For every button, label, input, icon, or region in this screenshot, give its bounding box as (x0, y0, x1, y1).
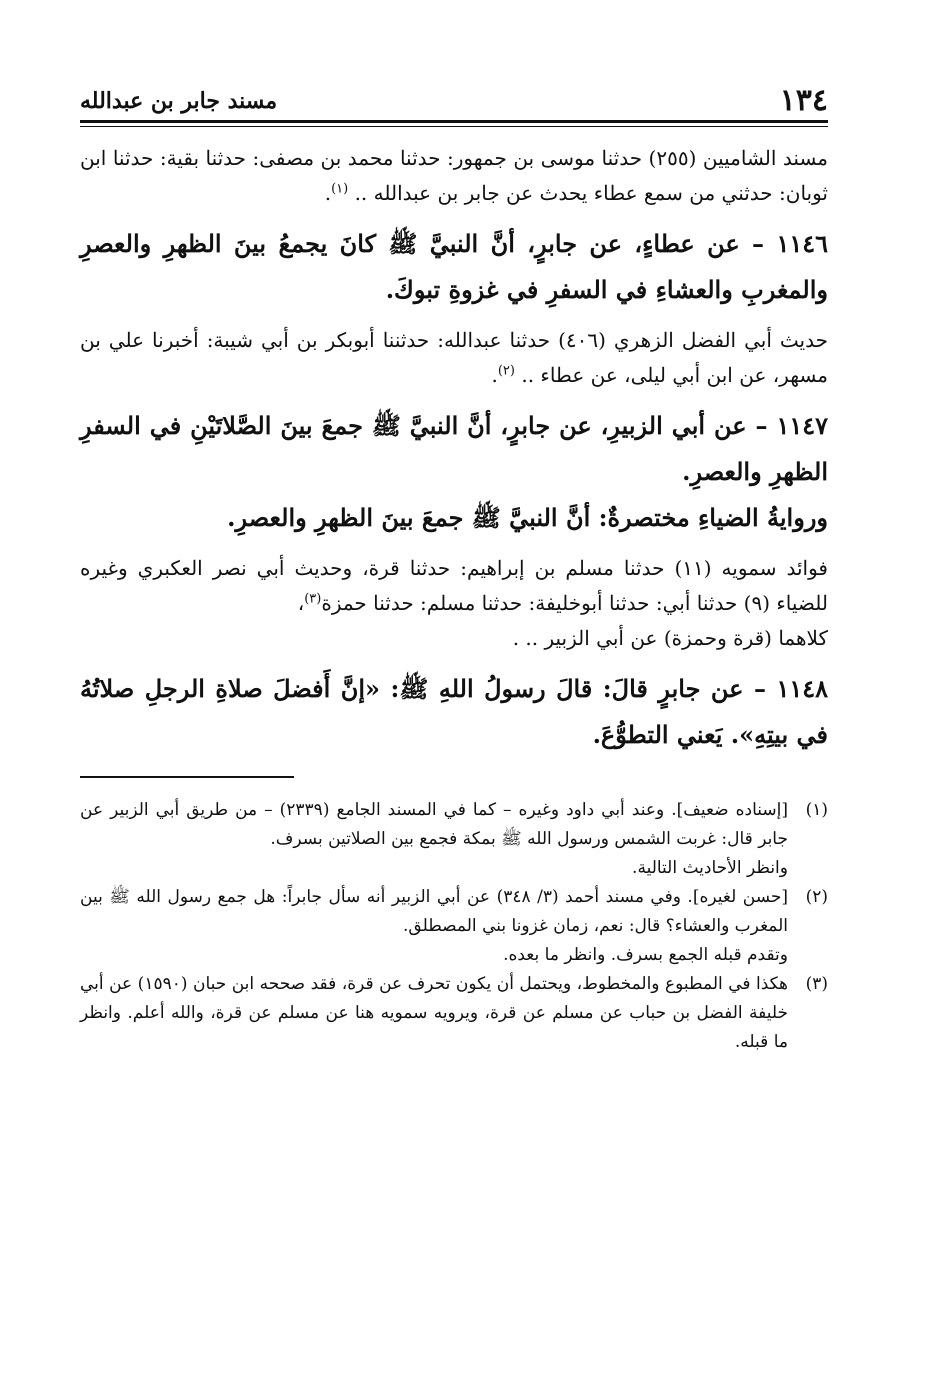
footnote-line: [إسناده ضعيف]. وعند أبي داود وغيره – كما في المسند الجامع (٢٣٣٩) – من طريق أبي الزبير عن جابر قال: غربت الشمس ورسول الله ﷺ بمكة فجمع بين الصلاتين بسرف. (80, 800, 788, 849)
footnote-1 (80, 796, 828, 883)
footnote-ref: (٣) (304, 591, 322, 607)
hadith-1146: ١١٤٦ – عن عطاءٍ، عن جابرٍ، أنَّ النبيَّ ﷺ كانَ يجمعُ بينَ الظهرِ والعصرِ والمغربِ والعشاءِ في السفرِ في غزوةِ تبوكَ. (80, 229, 828, 304)
source-end: . (491, 363, 498, 387)
source-end: ، (297, 591, 305, 615)
running-title: مسند جابر بن عبدالله (80, 88, 278, 114)
source-paragraph-3 (80, 551, 828, 621)
footnote-3 (80, 970, 828, 1057)
header-rule-thick (80, 120, 828, 123)
source-text: حديث أبي الفضل الزهري (٤٠٦) حدثنا عبدالله: حدثننا أبوبكر بن أبي شيبة: أخبرنا علي بن مسهر، عن ابن أبي ليلى، عن عطاء .. (80, 328, 828, 387)
source-paragraph-2 (80, 323, 828, 393)
footnote-mark: (١) (805, 800, 828, 820)
page-header (80, 80, 828, 118)
hadith-1148: ١١٤٨ – عن جابرٍ قالَ: قالَ رسولُ اللهِ ﷺ: «إنَّ أَفضلَ صلاةِ الرجلِ صلاتُهُ في بيتِهِ». يَعني التطوُّعَ. (80, 674, 828, 749)
footnote-separator (80, 776, 294, 778)
footnote-line: [حسن لغيره]. وفي مسند أحمد (٣/ ٣٤٨) عن أبي الزبير أنه سأل جابراً: هل جمع رسول الله ﷺ بين المغرب والعشاء؟ قال: نعم، زمان غزونا بني المصطلق. (80, 887, 789, 936)
page-number: ١٣٤ (779, 83, 828, 118)
source-paragraph-1 (80, 141, 828, 211)
footnote-mark: (٣) (805, 974, 828, 994)
source-text: فوائد سمويه (١١) حدثنا مسلم بن إبراهيم: حدثنا قرة، وحديث أبي نصر العكبري وغيره للضياء (٩) حدثنا أبي: حدثنا أبوخليفة: حدثنا مسلم: حدثنا حمزة (80, 556, 828, 615)
footnote-mark: (٢) (805, 887, 828, 907)
hadith-1147-variant: وروايةُ الضياءِ مختصرةٌ: أنَّ النبيَّ ﷺ جمعَ بينَ الظهرِ والعصرِ. (227, 503, 828, 532)
footnote-line: وتقدم قبله الجمع بسرف. وانظر ما بعده. (503, 945, 788, 965)
footnote-line: هكذا في المطبوع والمخطوط، ويحتمل أن يكون تحرف عن قرة، فقد صححه ابن حبان (١٥٩٠) عن أبي خليفة الفضل بن حباب عن مسلم عن قرة، ويرويه سمويه هنا عن مسلم عن قرة، والله أعلم. وانظر ما قبله. (80, 974, 788, 1052)
footnote-ref: (١) (331, 181, 349, 197)
footnote-2 (80, 883, 828, 970)
source-end: . (324, 181, 332, 205)
source-paragraph-3-line2: كلاهما (قرة وحمزة) عن أبي الزبير .. . (512, 626, 828, 650)
footnote-line: وانظر الأحاديث التالية. (632, 858, 788, 878)
footnote-ref: (٢) (497, 363, 515, 379)
hadith-1147: ١١٤٧ – عن أبي الزبيرِ، عن جابرٍ، أنَّ النبيَّ ﷺ جمعَ بينَ الصَّلاتَيْنِ في السفرِ الظهرِ والعصرِ. (80, 411, 828, 486)
header-rule-thin (80, 126, 828, 127)
book-page (80, 80, 828, 1057)
source-text: مسند الشاميين (٢٥٥) حدثنا موسى بن جمهور: حدثنا محمد بن مصفى: حدثنا بقية: حدثنا ابن ثوبان: حدثني من سمع عطاء يحدث عن جابر بن عبدالله .. (80, 146, 828, 205)
